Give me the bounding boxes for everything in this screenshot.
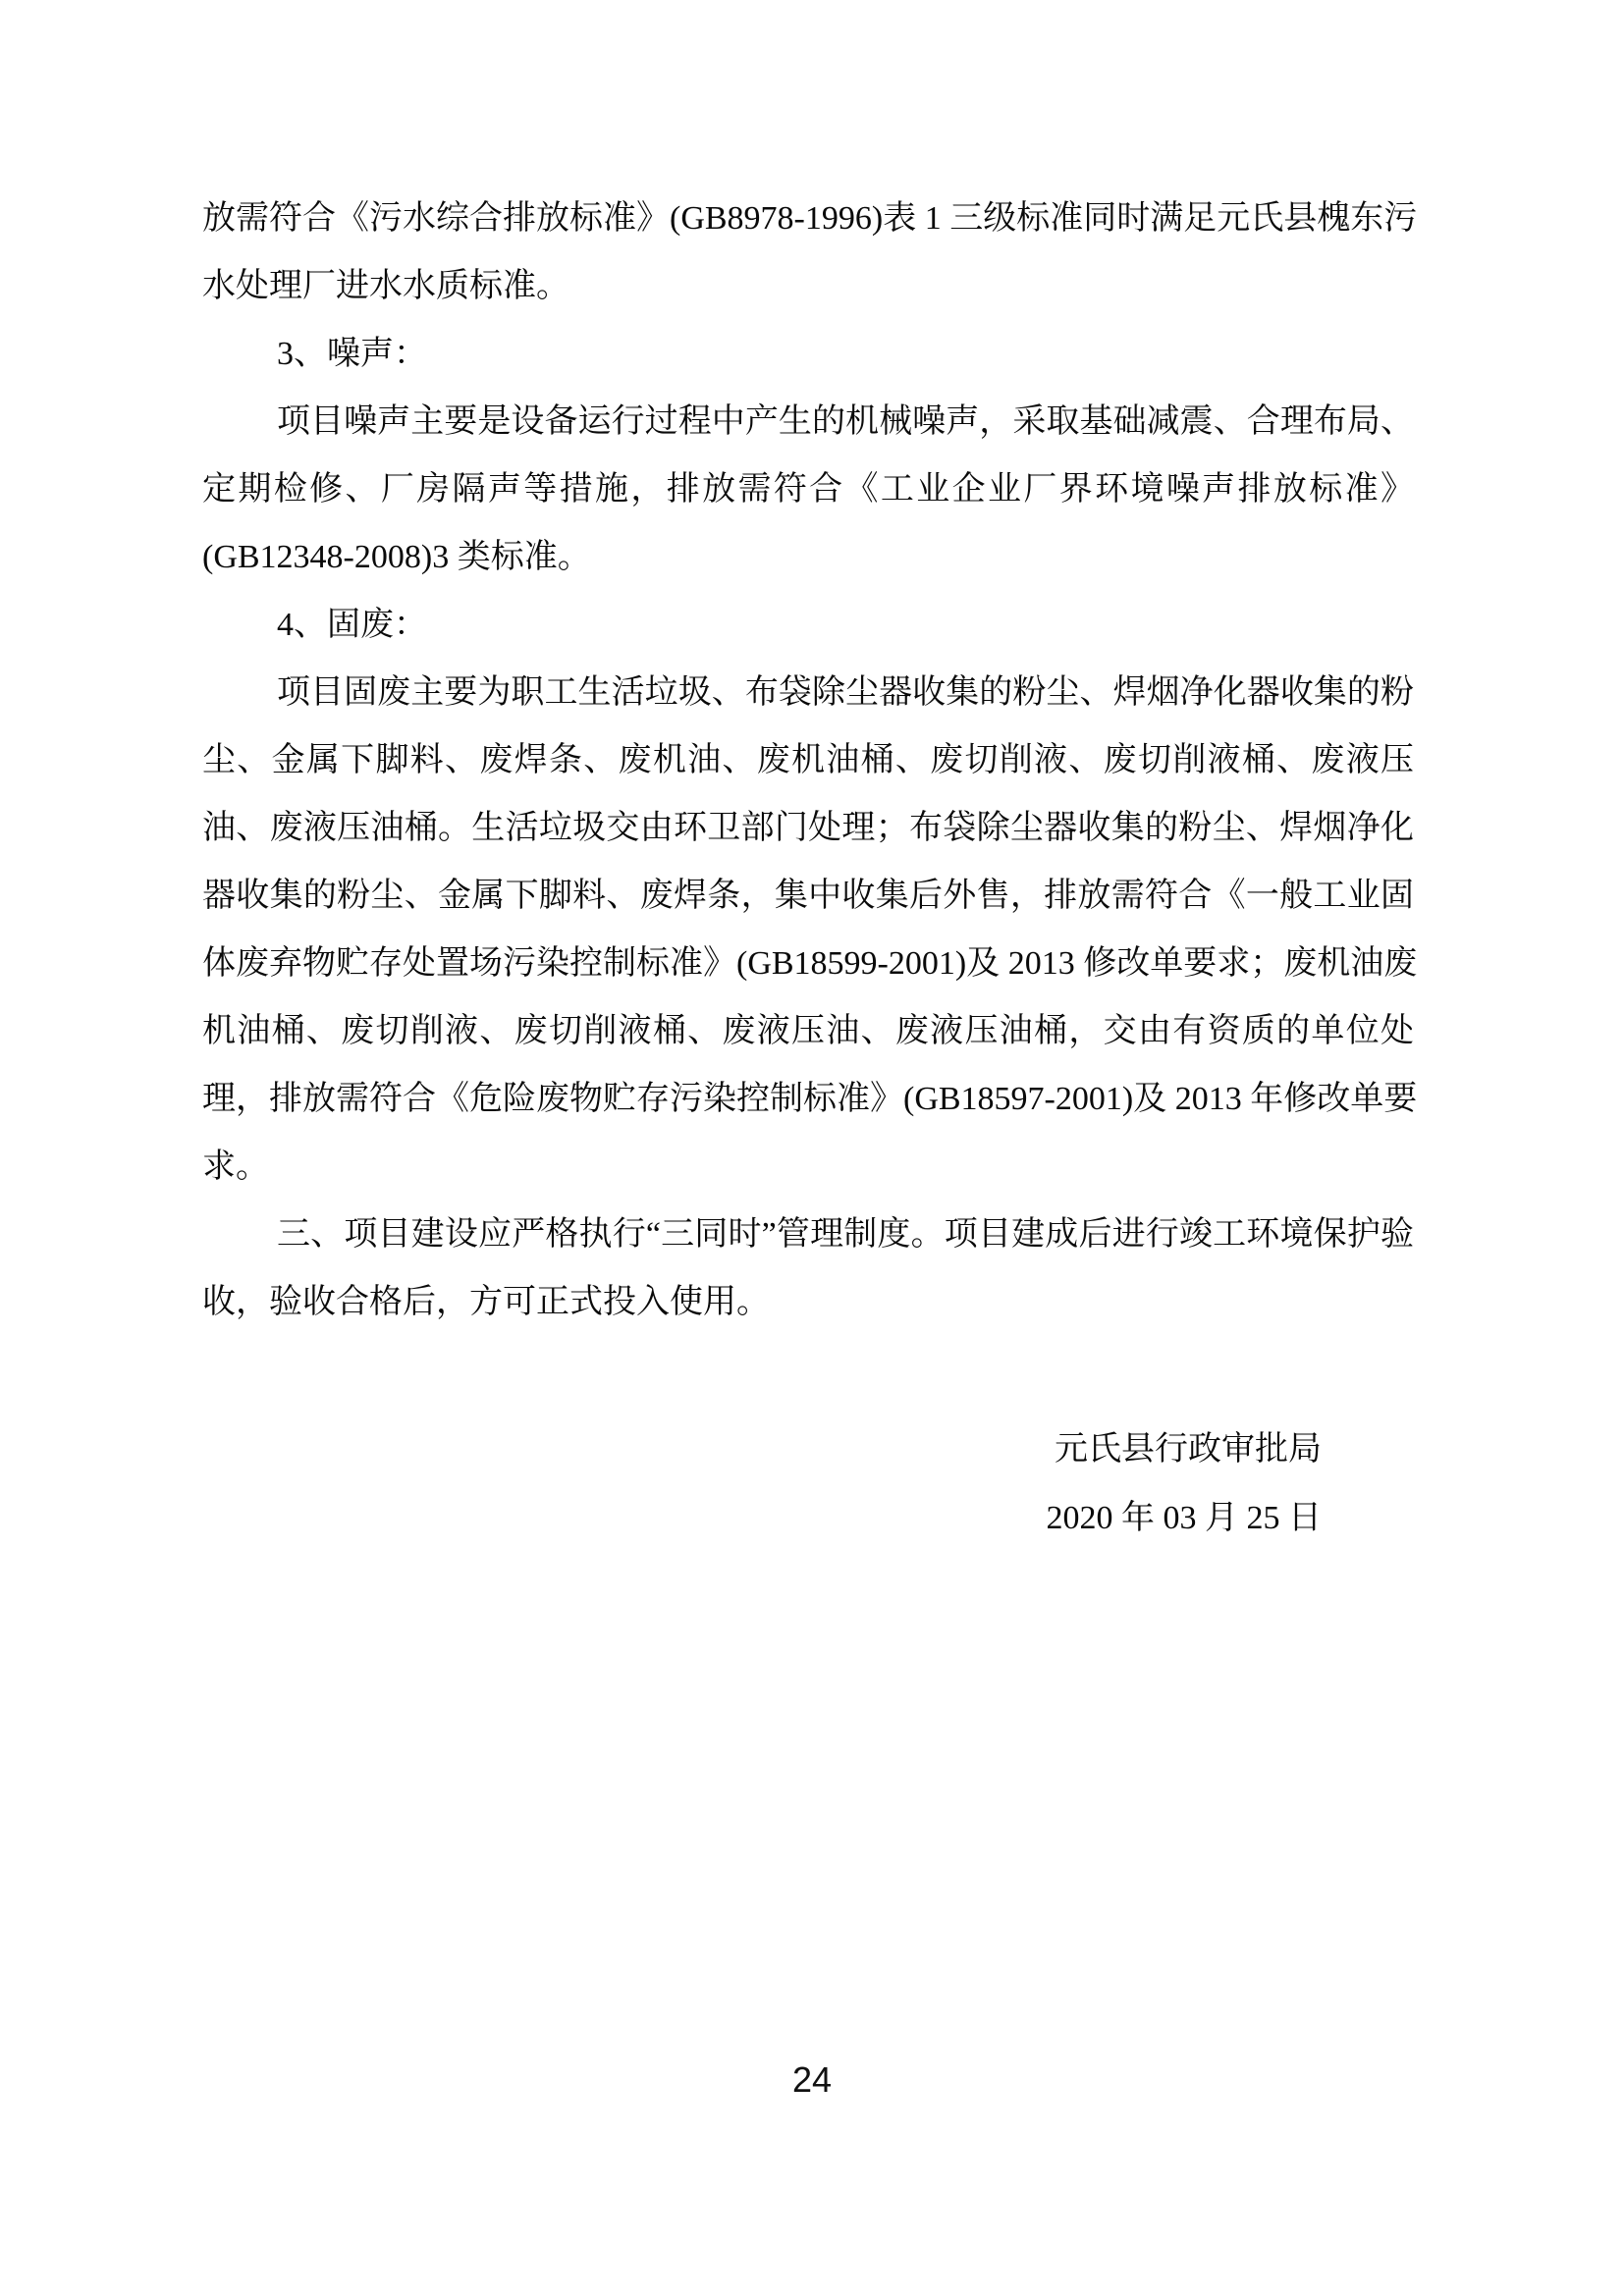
document-body: [202, 185, 1418, 1336]
page-number: 24: [791, 2059, 833, 2100]
text-line: 定期检修、厂房隔声等措施，排放需符合《工业企业厂界环境噪声排放标准》: [202, 471, 1414, 507]
text-line: 理，排放需符合《危险废物贮存污染控制标准》(GB18597-2001)及 2013 年修改单要: [202, 1081, 1418, 1117]
text-line: (GB12348-2008)3 类标准。: [202, 539, 591, 575]
text-line: 3、噪声：: [277, 336, 427, 372]
text-line: 收，验收合格后，方可正式投入使用。: [202, 1284, 770, 1320]
text-line: 4、固废：: [277, 607, 427, 643]
text-line: 项目噪声主要是设备运行过程中产生的机械噪声，采取基础减震、合理布局、: [277, 403, 1414, 440]
text-line: 器收集的粉尘、金属下脚料、废焊条，集中收集后外售，排放需符合《一般工业固: [202, 878, 1414, 914]
text-line: 尘、金属下脚料、废焊条、废机油、废机油桶、废切削液、废切削液桶、废液压: [202, 742, 1414, 778]
text-line: 三、项目建设应严格执行“三同时”管理制度。项目建成后进行竣工环境保护验: [277, 1216, 1414, 1253]
text-line: 求。: [202, 1148, 269, 1185]
text-line: 项目固废主要为职工生活垃圾、布袋除尘器收集的粉尘、焊烟净化器收集的粉: [277, 674, 1414, 711]
text-line: 体废弃物贮存处置场污染控制标准》(GB18599-2001)及 2013 修改单要求；废机油废: [202, 945, 1418, 982]
issue-date: 2020 年 03 月 25 日: [1046, 1500, 1322, 1536]
text-line: 放需符合《污水综合排放标准》(GB8978-1996)表 1 三级标准同时满足元氏县槐东污: [202, 200, 1418, 237]
text-line: 水处理厂进水水质标准。: [202, 268, 569, 304]
text-line: 油、废液压油桶。生活垃圾交由环卫部门处理；布袋除尘器收集的粉尘、焊烟净化: [202, 810, 1414, 846]
text-line: 机油桶、废切削液、废切削液桶、废液压油、废液压油桶，交由有资质的单位处: [202, 1013, 1414, 1049]
issuer-name: 元氏县行政审批局: [1055, 1431, 1322, 1468]
signature-block: [1047, 1415, 1323, 1553]
